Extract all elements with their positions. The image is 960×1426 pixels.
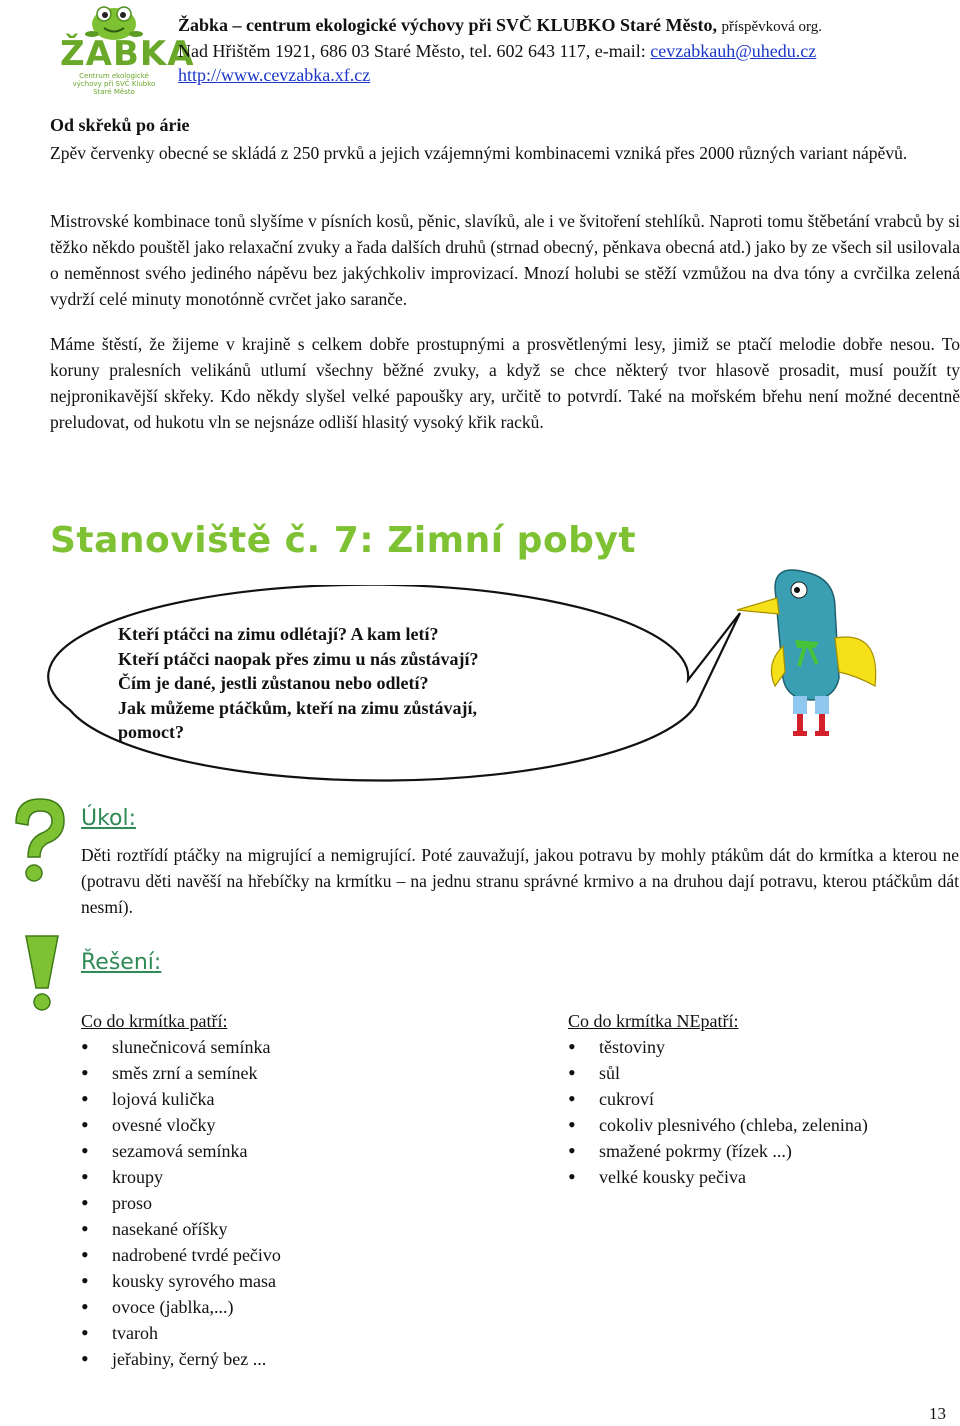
list-item: • nadrobené tvrdé pečivo bbox=[81, 1242, 281, 1268]
list-item: • sůl bbox=[568, 1060, 868, 1086]
paragraph-3: Máme štěstí, že žijeme v krajině s celkem dobře prostupnými a prosvětlenými lesy, jimiž se ptačí melodie dobře nesou. To koruny pralesních velikánů utlumí všechny běžné zvuky, a když se chce některý tvor hlasově prosadit, musí použít ty nejpronikavější skřeky. Kdo někdy slyšel velké papoušky ary, určitě to potvrdí. Také na mořském břehu není možné decentně preludovat, od hukotu vln se nejsnáze odliší hlasitý vysoký křik racků. bbox=[50, 334, 960, 432]
list-item: • proso bbox=[81, 1190, 281, 1216]
exclamation-mark-icon bbox=[20, 932, 64, 1012]
list-item: • kroupy bbox=[81, 1164, 281, 1190]
task-heading: Úkol: bbox=[81, 806, 137, 831]
list-item: • jeřabiny, černý bez ... bbox=[81, 1346, 281, 1372]
question-1: Kteří ptáčci na zimu odlétají? A kam letí? bbox=[118, 624, 439, 644]
station-title: Stanoviště č. 7: Zimní pobyt bbox=[50, 520, 637, 561]
list-item: • slunečnicová semínka bbox=[81, 1034, 281, 1060]
paragraph-1: Zpěv červenky obecné se skládá z 250 prvků a jejich vzájemnými kombinacemi vzniká přes 2000 různých variant nápěvů. bbox=[50, 143, 908, 163]
paragraph-2: Mistrovské kombinace tonů slyšíme v písních kosů, pěnic, slavíků, ale i ve švitoření stehlíků. Naproti tomu štěbetání vrabců by si těžko někdo pouštěl jako relaxační zvuky a řada dalších druhů (strnad obecný, pěnkava obecná atd.) jako by ze všech sil usilovala o neměnnost svého jediného nápěvu bez jakýchkoliv improvizací. Mnozí holubi se stěží vzmůžou na dva tóny a cvrčilka zelená vydrží celé minuty monotónně cvrčet jako saranče. bbox=[50, 211, 960, 309]
list-item: • nasekané oříšky bbox=[81, 1216, 281, 1242]
address-text: Nad Hřištěm 1921, 686 03 Staré Město, tel. 602 643 117, e-mail: bbox=[178, 41, 646, 61]
list-item: • kousky syrového masa bbox=[81, 1268, 281, 1294]
question-4-cont: pomoct? bbox=[118, 722, 184, 742]
org-type: příspěvková org. bbox=[721, 19, 823, 35]
list-item: • ovesné vločky bbox=[81, 1112, 281, 1138]
question-3: Čím je dané, jestli zůstanou nebo odletí? bbox=[118, 673, 429, 693]
email-link[interactable]: cevzabkauh@uhedu.cz bbox=[650, 41, 817, 61]
question-4: Jak můžeme ptáčkům, kteří na zimu zůstávají, bbox=[118, 697, 477, 718]
left-list bbox=[81, 1034, 281, 1372]
org-name bbox=[178, 14, 822, 38]
logo-subtitle: Centrum ekologické výchovy při SVČ Klubko Staré Město bbox=[72, 72, 156, 96]
list-item: • sezamová semínka bbox=[81, 1138, 281, 1164]
right-list bbox=[568, 1034, 868, 1190]
solution-heading: Řešení: bbox=[81, 950, 162, 975]
org-name-bold: Žabka – centrum ekologické výchovy při SVČ KLUBKO Staré Město, bbox=[178, 15, 717, 35]
question-mark-icon bbox=[6, 795, 70, 885]
list-item: • tvaroh bbox=[81, 1320, 281, 1346]
list-item: • cukroví bbox=[568, 1086, 868, 1112]
question-2: Kteří ptáčci naopak přes zimu u nás zůstávají? bbox=[118, 648, 479, 669]
page-number: 13 bbox=[929, 1404, 946, 1423]
website-link[interactable]: http://www.cevzabka.xf.cz bbox=[178, 65, 371, 85]
left-list-title: Co do krmítka patří: bbox=[81, 1011, 228, 1031]
list-item: • těstoviny bbox=[568, 1034, 868, 1060]
section-title: Od skřeků po árie bbox=[50, 115, 190, 135]
list-item: • směs zrní a semínek bbox=[81, 1060, 281, 1086]
list-item: • lojová kulička bbox=[81, 1086, 281, 1112]
list-item: • smažené pokrmy (řízek ...) bbox=[568, 1138, 868, 1164]
org-address bbox=[178, 40, 816, 62]
website-line bbox=[178, 64, 370, 86]
task-text: Děti roztřídí ptáčky na migrující a nemigrující. Poté zauvažují, jakou potravu by mohly ptákům dát do krmítka a kterou ne (potravu děti navěší na hřebíčky na krmítku – na jednu stranu správné krmivo a na druhou dají potravu, kterou ptáčkům dát nesmí). bbox=[81, 845, 959, 917]
bird-mascot-icon bbox=[735, 568, 885, 738]
list-item: • ovoce (jablka,...) bbox=[81, 1294, 281, 1320]
right-list-title: Co do krmítka NEpatří: bbox=[568, 1011, 739, 1031]
logo-text: ŽABKA bbox=[60, 34, 195, 74]
bubble-questions bbox=[118, 622, 479, 745]
list-item: • cokoliv plesnivého (chleba, zelenina) bbox=[568, 1112, 868, 1138]
list-item: • velké kousky pečiva bbox=[568, 1164, 868, 1190]
